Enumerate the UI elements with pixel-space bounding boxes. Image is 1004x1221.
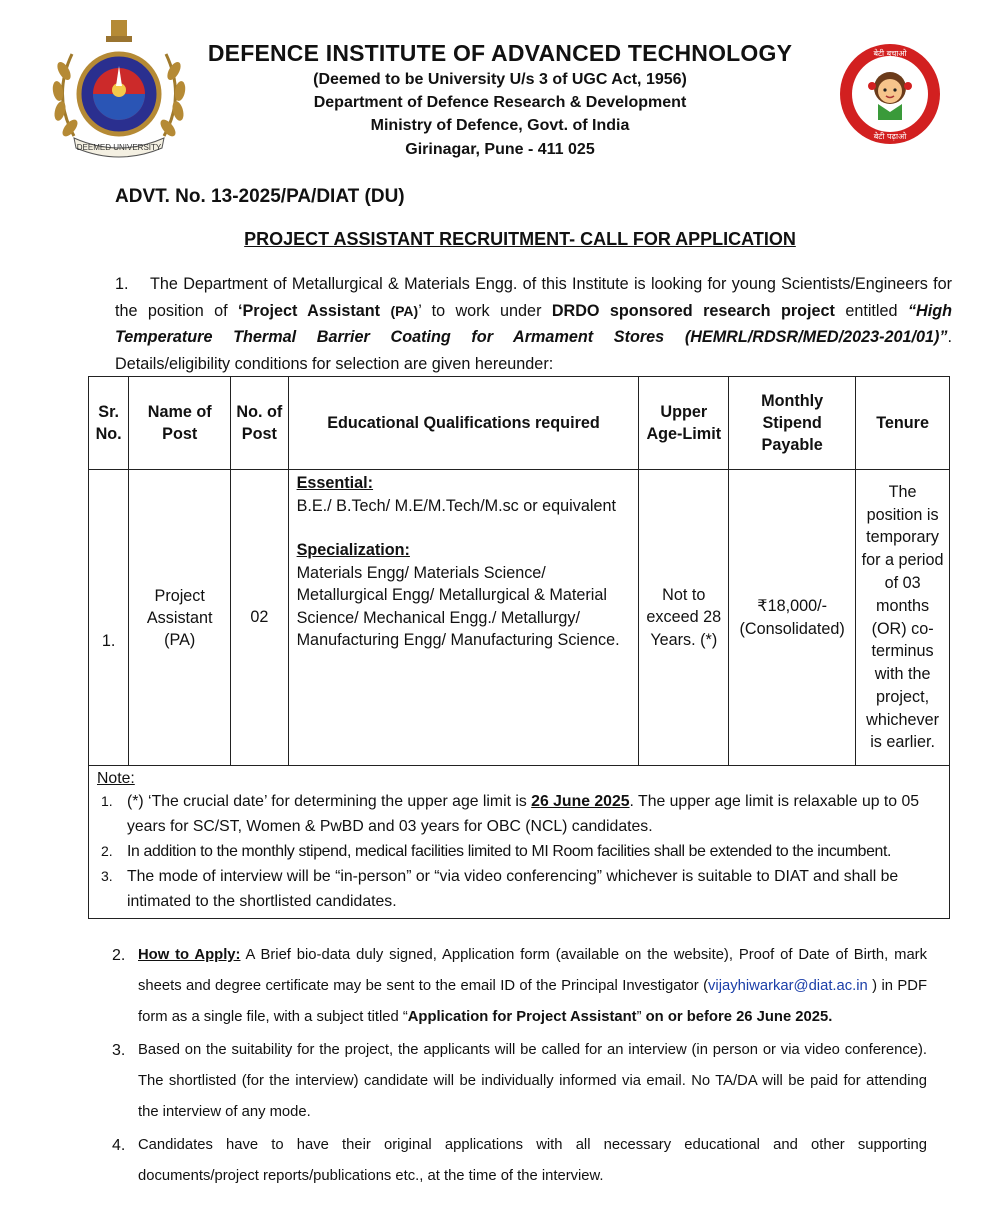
note-item-number: 1. (101, 793, 113, 809)
intro-project-title: “High Temperature Thermal Barrier Coating for Armament Stores (HEMRL/RDSR/MED/2023-201/01)” (115, 301, 952, 346)
table-header-row (89, 377, 950, 470)
header-line-address: Girinagar, Pune - 411 025 (405, 141, 595, 158)
emblem-scroll-text: DEEMED UNIVERSITY (76, 143, 162, 152)
cell-no: 02 (231, 470, 288, 766)
note-box (88, 765, 950, 919)
header-line-deemed: (Deemed to be University U/s 3 of UGC Act, 1956) (313, 71, 687, 88)
note-item-number: 3. (101, 868, 113, 884)
note-2-text: In addition to the monthly stipend, medical facilities limited to MI Room facilities shall be extended to the incumbent. (127, 843, 892, 860)
list-item (112, 940, 927, 1033)
note-item (101, 864, 943, 914)
logo-top-text: बेटी बचाओ (873, 49, 907, 58)
page-heading: PROJECT ASSISTANT RECRUITMENT- CALL FOR APPLICATION (244, 229, 796, 249)
note-item (101, 839, 943, 864)
subject-title: Application for Project Assistant (407, 1009, 637, 1025)
intro-text-2: ’ to work under (418, 301, 552, 320)
advt-number: ADVT. No. 13-2025/PA/DIAT (DU) (115, 186, 405, 207)
intro-post-abbr: (PA) (390, 302, 419, 319)
stipend-note: (Consolidated) (739, 619, 845, 638)
essential-label: Essential: (296, 474, 374, 492)
col-stipend: Monthly Stipend Payable (729, 377, 856, 470)
cell-edu (288, 470, 639, 766)
how-to-apply-text-2: ) in PDF form as a single file, with a subject titled “ (138, 978, 927, 1025)
beti-bachao-logo (838, 42, 942, 146)
recruitment-table (88, 376, 950, 766)
list-item (112, 1130, 927, 1192)
col-no: No. of Post (231, 377, 288, 470)
instructions-list (112, 940, 927, 1194)
email-link[interactable]: vijayhiwarkar@diat.ac.in (708, 978, 868, 994)
point-number: 2. (112, 947, 126, 964)
cell-sr: 1. (89, 470, 129, 766)
specialization-text: Materials Engg/ Materials Science/ Metallurgical Engg/ Metallurgical & Material Science/ Mechanical Engg./ Metallurgy/ Manufacturing Engg/ Manufacturing Science. (296, 563, 620, 649)
note-item (101, 789, 943, 839)
note-label: Note: (97, 770, 135, 787)
note-3-text: The mode of interview will be “in-person” or “via video conferencing” whichever is suitable to DIAT and shall be intimated to the shortlisted candidates. (127, 868, 899, 910)
intro-text-4: . Details/eligibility conditions for selection are given hereunder: (115, 328, 952, 373)
note-list (101, 789, 943, 914)
cell-tenure: The position is temporary for a period of 03 months (OR) co-terminus with the project, whichever is earlier. (856, 470, 950, 766)
deadline-text: on or before 26 June 2025. (645, 1009, 833, 1025)
specialization-label: Specialization: (296, 541, 410, 559)
institute-title: DEFENCE INSTITUTE OF ADVANCED TECHNOLOGY (207, 40, 793, 66)
stipend-amount: ₹18,000/- (757, 597, 827, 615)
how-to-apply-text-3: ” (636, 1009, 646, 1025)
how-to-apply-label: How to Apply: (138, 947, 241, 963)
note-1-text: (*) ‘The crucial date’ for determining the upper age limit is (127, 793, 532, 810)
col-age: Upper Age-Limit (639, 377, 729, 470)
point-number: 3. (112, 1042, 126, 1059)
note-1-text-end: . The upper age limit is relaxable up to 05 years for SC/ST, Women & PwBD and 03 years for OBC (NCL) candidates. (127, 793, 920, 835)
note-1-date: 26 June 2025 (531, 793, 630, 810)
col-edu: Educational Qualifications required (288, 377, 639, 470)
cell-stipend (729, 470, 856, 766)
col-tenure: Tenure (856, 377, 950, 470)
essential-text: B.E./ B.Tech/ M.E/M.Tech/M.sc or equivalent (296, 496, 616, 515)
col-name: Name of Post (129, 377, 231, 470)
header-line-ministry: Ministry of Defence, Govt. of India (370, 117, 630, 134)
col-sr: Sr. No. (89, 377, 129, 470)
cell-name: Project Assistant (PA) (129, 470, 231, 766)
intro-project-bold: DRDO sponsored research project (551, 301, 835, 320)
point-3-text: Based on the suitability for the project, the applicants will be called for an interview (in person or via video conference). The shortlisted (for the interview) candidate will be individually informed via email. No TA/DA will be paid for attending the interview of any mode. (138, 1042, 927, 1120)
list-item (112, 1035, 927, 1128)
intro-text-1: The Department of Metallurgical & Materials Engg. of this Institute is looking for young Scientists/Engineers for the position of (115, 275, 952, 320)
intro-text-3: entitled (834, 301, 908, 320)
cell-age: Not to exceed 28 Years. (*) (639, 470, 729, 766)
intro-number: 1. (115, 275, 129, 293)
point-number: 4. (112, 1137, 126, 1154)
header-line-department: Department of Defence Research & Development (313, 94, 687, 111)
how-to-apply-text-1: A Brief bio-data duly signed, Application form (available on the website), Proof of Date of Birth, mark sheets and degree certificate may be sent to the email ID of the Principal Investigator ( (138, 947, 928, 994)
table-row (89, 470, 950, 766)
note-item-number: 2. (101, 843, 113, 859)
intro-post-bold: ‘Project Assistant (238, 301, 391, 320)
logo-bottom-text: बेटी पढ़ाओ (873, 132, 907, 141)
intro-paragraph (115, 271, 952, 377)
point-4-text: Candidates have to have their original applications with all necessary educational and other supporting documents/project reports/publications etc., at the time of the interview. (138, 1137, 927, 1184)
